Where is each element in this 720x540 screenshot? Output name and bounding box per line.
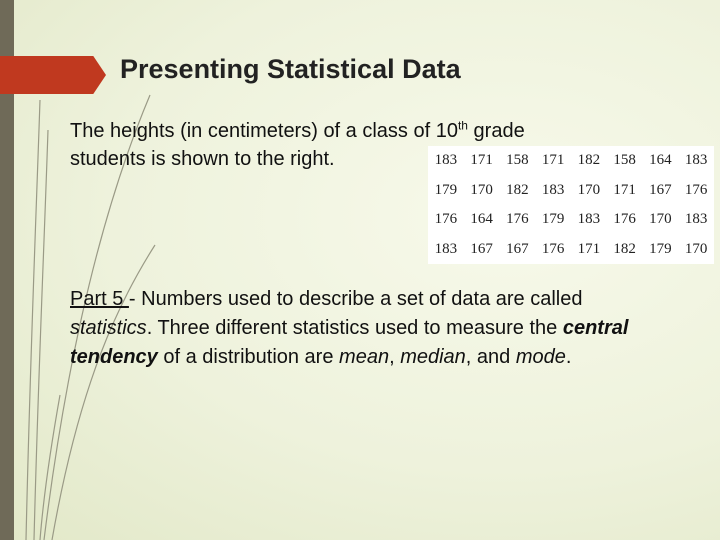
table-cell: 182: [577, 152, 601, 169]
term-central-tendency: central tendency: [70, 317, 629, 368]
table-cell: 183: [434, 152, 458, 169]
table-cell: 176: [613, 211, 636, 228]
table-cell: 182: [613, 240, 636, 257]
table-cell: 176: [434, 211, 458, 228]
table-cell: 179: [541, 211, 565, 228]
table-cell: 164: [470, 211, 493, 228]
table-cell: 171: [541, 152, 565, 169]
table-cell: 170: [684, 240, 708, 257]
table-cell: 183: [434, 240, 458, 257]
term-mode: mode: [515, 346, 566, 368]
superscript-th: th: [457, 118, 468, 133]
table-cell: 164: [649, 152, 672, 169]
table-cell: 167: [470, 240, 493, 257]
table-cell: 183: [684, 152, 708, 169]
table-cell: 167: [649, 181, 672, 198]
table-row: [428, 176, 714, 206]
title-arrow-shape: [0, 56, 106, 94]
table-cell: 176: [506, 211, 529, 228]
slide-title: Presenting Statistical Data: [120, 54, 461, 84]
term-mean: mean: [339, 346, 390, 368]
table-cell: 158: [506, 152, 529, 169]
table-cell: 183: [541, 181, 565, 198]
table-row: [428, 235, 714, 265]
table-cell: 182: [506, 181, 529, 198]
part5-paragraph: Part 5 - Numbers used to describe a set of data are called statistics. Three different statistics used to measure the central tendency of a distribution are mean, median, and mode.: [70, 288, 629, 368]
intro-text: The heights (in centimeters) of a class of 10th grade students is shown to the right.: [70, 118, 525, 170]
part5-label: Part 5: [70, 288, 129, 310]
table-row: [428, 146, 714, 176]
table-cell: 176: [541, 240, 565, 257]
table-cell: 171: [470, 152, 493, 169]
table-cell: 183: [577, 211, 601, 228]
table-cell: 179: [434, 181, 458, 198]
table-cell: 176: [684, 181, 708, 198]
table-cell: 170: [649, 211, 672, 228]
term-statistics: statistics: [70, 317, 147, 339]
table-cell: 158: [613, 152, 636, 169]
table-cell: 171: [613, 181, 636, 198]
table-row: [428, 205, 714, 235]
table-cell: 167: [506, 240, 529, 257]
table-cell: 179: [649, 240, 672, 257]
heights-data-table: [428, 146, 714, 264]
table-cell: 183: [684, 211, 708, 228]
table-cell: 170: [470, 181, 493, 198]
term-median: median: [400, 346, 466, 368]
table-cell: 171: [577, 240, 601, 257]
table-cell: 170: [577, 181, 601, 198]
